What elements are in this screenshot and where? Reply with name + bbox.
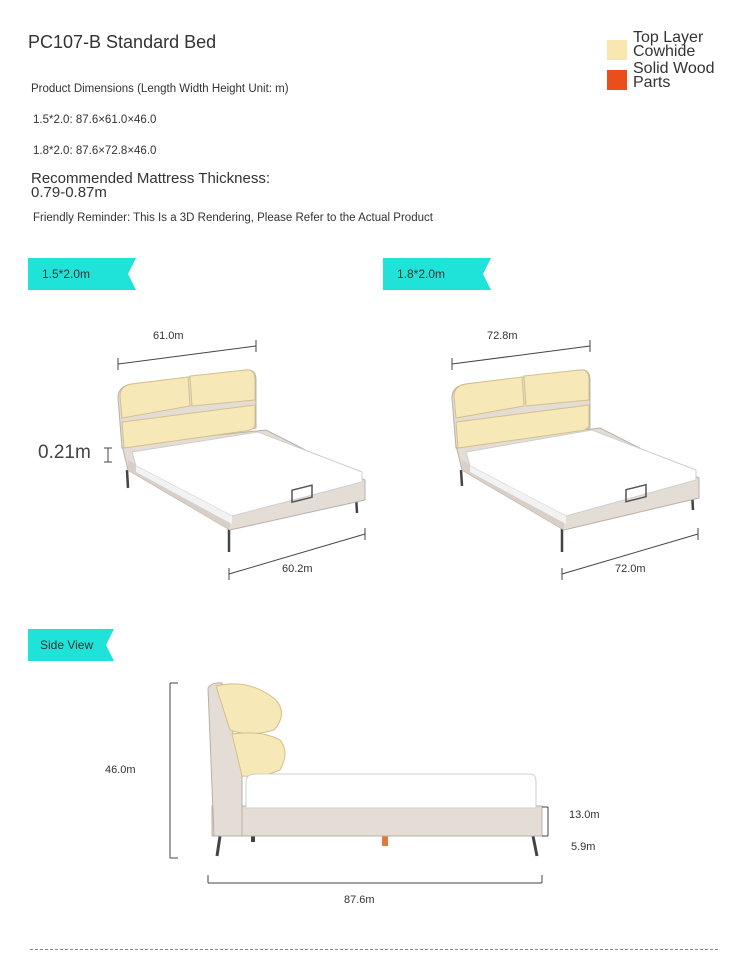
size-tag-1-5	[28, 258, 138, 290]
dimensions-heading: Product Dimensions (Length Width Height Unit: m)	[31, 83, 289, 95]
legend-label-wood: Solid Wood Parts	[633, 60, 715, 91]
bed-b-bottom-length: 72.0m	[615, 563, 646, 575]
size-tag-label: 1.5*2.0m	[42, 267, 91, 281]
side-view-tag	[28, 629, 118, 661]
bed-a-top-width: 61.0m	[153, 330, 184, 342]
product-title: PC107-B Standard Bed	[28, 32, 217, 52]
bed-a-leg-height: 0.21m	[38, 442, 91, 463]
spec-line-1: 1.5*2.0: 87.6×61.0×46.0	[33, 114, 157, 126]
side-leg-height-label: 5.9m	[571, 841, 596, 853]
bed-b-illustration	[340, 320, 720, 590]
size-tag-1-8	[383, 258, 493, 290]
bed-a-bottom-length: 60.2m	[282, 563, 313, 575]
side-frame-height-label: 13.0m	[569, 809, 600, 821]
spec-line-2: 1.8*2.0: 87.6×72.8×46.0	[33, 145, 157, 157]
mattress-heading-text: Recommended Mattress Thickness:	[31, 170, 270, 187]
mattress-heading	[31, 172, 270, 200]
side-view-illustration	[150, 670, 620, 900]
bottom-divider	[30, 949, 718, 950]
bed-b-top-width: 72.8m	[487, 330, 518, 342]
mattress-value: 0.79-0.87m	[31, 184, 107, 201]
legend-swatch-cowhide	[607, 40, 627, 60]
reminder-text: Friendly Reminder: This Is a 3D Rendering, Please Refer to the Actual Product	[33, 212, 433, 224]
size-tag-label: 1.8*2.0m	[397, 267, 446, 281]
side-length-label: 87.6m	[344, 894, 375, 906]
side-height-label: 46.0m	[105, 764, 136, 776]
legend-swatch-wood	[607, 70, 627, 90]
side-view-tag-label: Side View	[40, 638, 94, 652]
legend-label-cowhide: Top Layer Cowhide	[633, 29, 704, 60]
